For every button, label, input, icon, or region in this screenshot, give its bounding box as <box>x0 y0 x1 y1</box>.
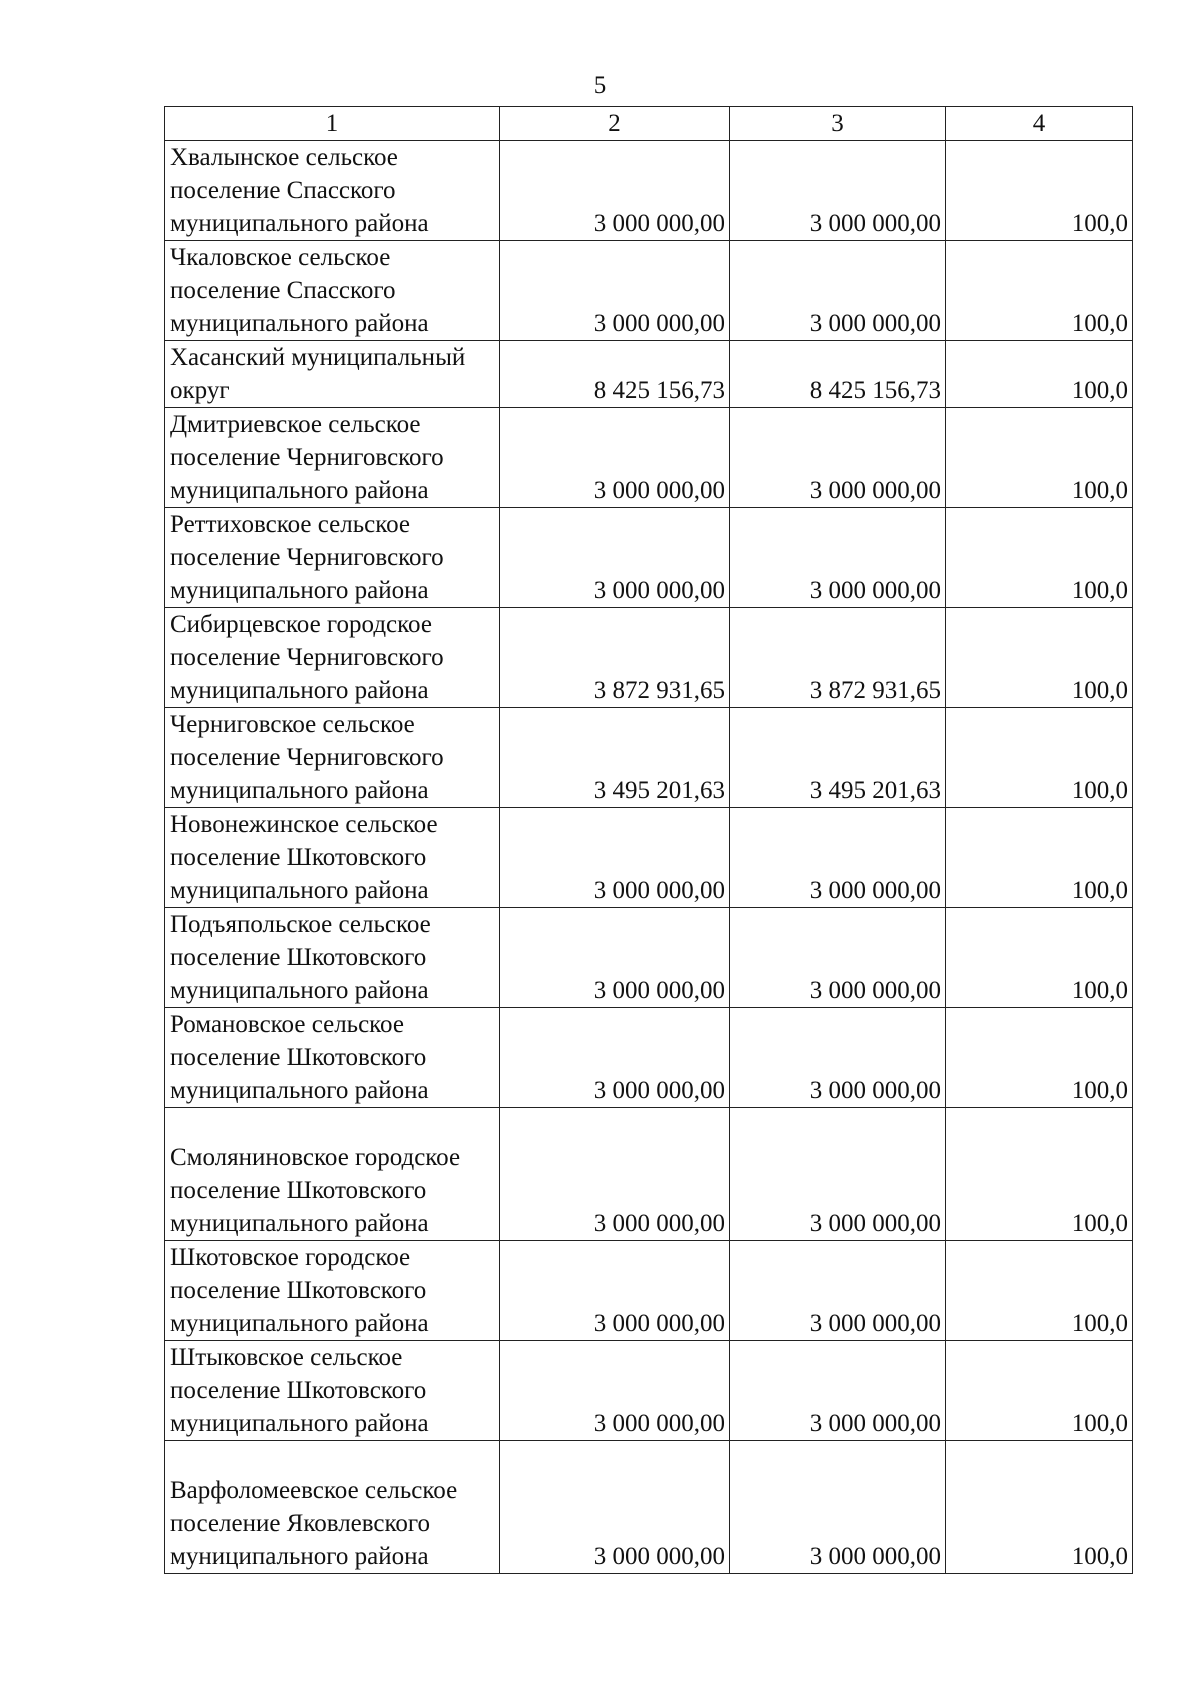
allocation-table <box>164 106 1133 1574</box>
col3-value: 3 000 000,00 <box>730 808 946 908</box>
col2-value: 3 000 000,00 <box>500 1441 730 1574</box>
municipality-name: Шкотовское городское поселение Шкотовского муниципального района <box>165 1241 500 1341</box>
municipality-name: Дмитриевское сельское поселение Черниговского муниципального района <box>165 408 500 508</box>
table-row <box>165 1008 1133 1108</box>
col2-value: 3 495 201,63 <box>500 708 730 808</box>
table-row <box>165 1108 1133 1241</box>
col2-value: 3 000 000,00 <box>500 908 730 1008</box>
col4-value: 100,0 <box>946 341 1133 408</box>
col4-value: 100,0 <box>946 1341 1133 1441</box>
col3-value: 3 000 000,00 <box>730 1241 946 1341</box>
col3-value: 3 495 201,63 <box>730 708 946 808</box>
col4-value: 100,0 <box>946 1108 1133 1241</box>
municipality-name: Черниговское сельское поселение Черниговского муниципального района <box>165 708 500 808</box>
column-header-2: 2 <box>500 107 730 141</box>
col2-value: 3 000 000,00 <box>500 408 730 508</box>
col3-value: 3 000 000,00 <box>730 1341 946 1441</box>
table-row <box>165 1241 1133 1341</box>
col4-value: 100,0 <box>946 1241 1133 1341</box>
table-row <box>165 341 1133 408</box>
col2-value: 3 000 000,00 <box>500 808 730 908</box>
municipality-name: Штыковское сельское поселение Шкотовского муниципального района <box>165 1341 500 1441</box>
col4-value: 100,0 <box>946 808 1133 908</box>
table-row <box>165 1341 1133 1441</box>
column-header-4: 4 <box>946 107 1133 141</box>
col3-value: 3 000 000,00 <box>730 141 946 241</box>
municipality-name: Варфоломеевское сельское поселение Яковлевского муниципального района <box>165 1441 500 1574</box>
column-header-1: 1 <box>165 107 500 141</box>
col3-value: 3 000 000,00 <box>730 408 946 508</box>
col4-value: 100,0 <box>946 508 1133 608</box>
table-row <box>165 908 1133 1008</box>
table-row <box>165 241 1133 341</box>
col4-value: 100,0 <box>946 141 1133 241</box>
col2-value: 3 000 000,00 <box>500 1241 730 1341</box>
col3-value: 3 000 000,00 <box>730 908 946 1008</box>
col4-value: 100,0 <box>946 708 1133 808</box>
municipality-name: Хвалынское сельское поселение Спасского муниципального района <box>165 141 500 241</box>
table-row <box>165 408 1133 508</box>
table-header-row <box>165 107 1133 141</box>
table-row <box>165 808 1133 908</box>
municipality-name: Новонежинское сельское поселение Шкотовского муниципального района <box>165 808 500 908</box>
table-row <box>165 1441 1133 1574</box>
table-row <box>165 608 1133 708</box>
municipality-name: Реттиховское сельское поселение Черниговского муниципального района <box>165 508 500 608</box>
municipality-name: Сибирцевское городское поселение Черниговского муниципального района <box>165 608 500 708</box>
municipality-name: Хасанский муниципальный округ <box>165 341 500 408</box>
col4-value: 100,0 <box>946 241 1133 341</box>
column-header-3: 3 <box>730 107 946 141</box>
col4-value: 100,0 <box>946 1008 1133 1108</box>
col4-value: 100,0 <box>946 1441 1133 1574</box>
municipality-name: Чкаловское сельское поселение Спасского муниципального района <box>165 241 500 341</box>
municipality-name: Смоляниновское городское поселение Шкотовского муниципального района <box>165 1108 500 1241</box>
col3-value: 3 000 000,00 <box>730 508 946 608</box>
col2-value: 3 872 931,65 <box>500 608 730 708</box>
col2-value: 3 000 000,00 <box>500 141 730 241</box>
col2-value: 8 425 156,73 <box>500 341 730 408</box>
col2-value: 3 000 000,00 <box>500 508 730 608</box>
col2-value: 3 000 000,00 <box>500 1108 730 1241</box>
col4-value: 100,0 <box>946 408 1133 508</box>
col3-value: 3 872 931,65 <box>730 608 946 708</box>
col4-value: 100,0 <box>946 908 1133 1008</box>
table-row <box>165 141 1133 241</box>
municipality-name: Подъяпольское сельское поселение Шкотовского муниципального района <box>165 908 500 1008</box>
col2-value: 3 000 000,00 <box>500 241 730 341</box>
col2-value: 3 000 000,00 <box>500 1008 730 1108</box>
col3-value: 8 425 156,73 <box>730 341 946 408</box>
col3-value: 3 000 000,00 <box>730 241 946 341</box>
table-row <box>165 508 1133 608</box>
col3-value: 3 000 000,00 <box>730 1441 946 1574</box>
col3-value: 3 000 000,00 <box>730 1108 946 1241</box>
page-number: 5 <box>593 72 607 99</box>
col4-value: 100,0 <box>946 608 1133 708</box>
col2-value: 3 000 000,00 <box>500 1341 730 1441</box>
table-row <box>165 708 1133 808</box>
municipality-name: Романовское сельское поселение Шкотовского муниципального района <box>165 1008 500 1108</box>
col3-value: 3 000 000,00 <box>730 1008 946 1108</box>
